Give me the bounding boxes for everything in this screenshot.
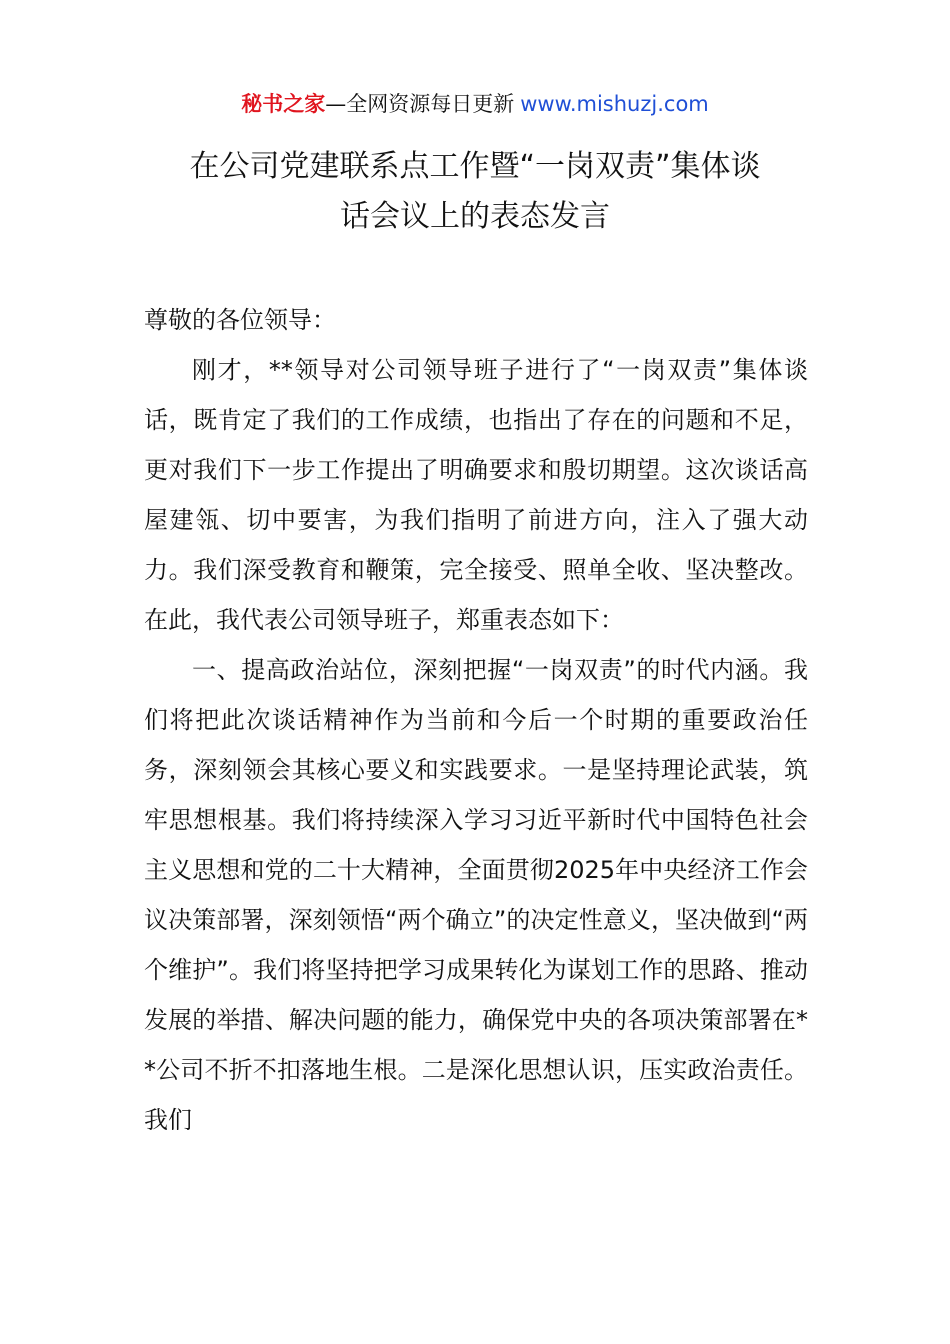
title-line-1: 在公司党建联系点工作暨“一岗双责”集体谈 <box>189 149 761 184</box>
paragraph-2: 一、提高政治站位，深刻把握“一岗双责”的时代内涵。我们将把此次谈话精神作为当前和今后一个时期的重要政治任务，深刻领会其核心要义和实践要求。一是坚持理论武装，筑牢思想根基。我们将持续深入学习习近平新时代中国特色社会主义思想和党的二十大精神，全面贯彻2025年中央经济工作会议决策部署，深刻领悟“两个确立”的决定性意义，坚决做到“两个维护”。我们将坚持把学习成果转化为谋划工作的思路、推动发展的举措、解决问题的能力，确保党中央的各项决策部署在**公司不折不扣落地生根。二是深化思想认识，压实政治责任。我们 <box>144 656 808 1134</box>
title-line-2: 话会议上的表态发言 <box>340 199 610 234</box>
site-url-link[interactable]: www.mishuzj.com <box>520 92 709 116</box>
brand-name: 秘书之家 <box>241 92 326 116</box>
paragraph-1: 刚才，**领导对公司领导班子进行了“一岗双责”集体谈话，既肯定了我们的工作成绩，也指出了存在的问题和不足，更对我们下一步工作提出了明确要求和殷切期望。这次谈话高屋建瓴、切中要害，为我们指明了前进方向，注入了强大动力。我们深受教育和鞭策，完全接受、照单全收、坚决整改。在此，我代表公司领导班子，郑重表态如下： <box>144 356 808 634</box>
document-title <box>140 142 810 242</box>
greeting: 尊敬的各位领导： <box>144 306 336 334</box>
header-dash: — <box>325 92 347 116</box>
header-banner <box>0 88 950 120</box>
document-body <box>144 295 808 1145</box>
header-tagline: 全网资源每日更新 <box>346 92 515 116</box>
